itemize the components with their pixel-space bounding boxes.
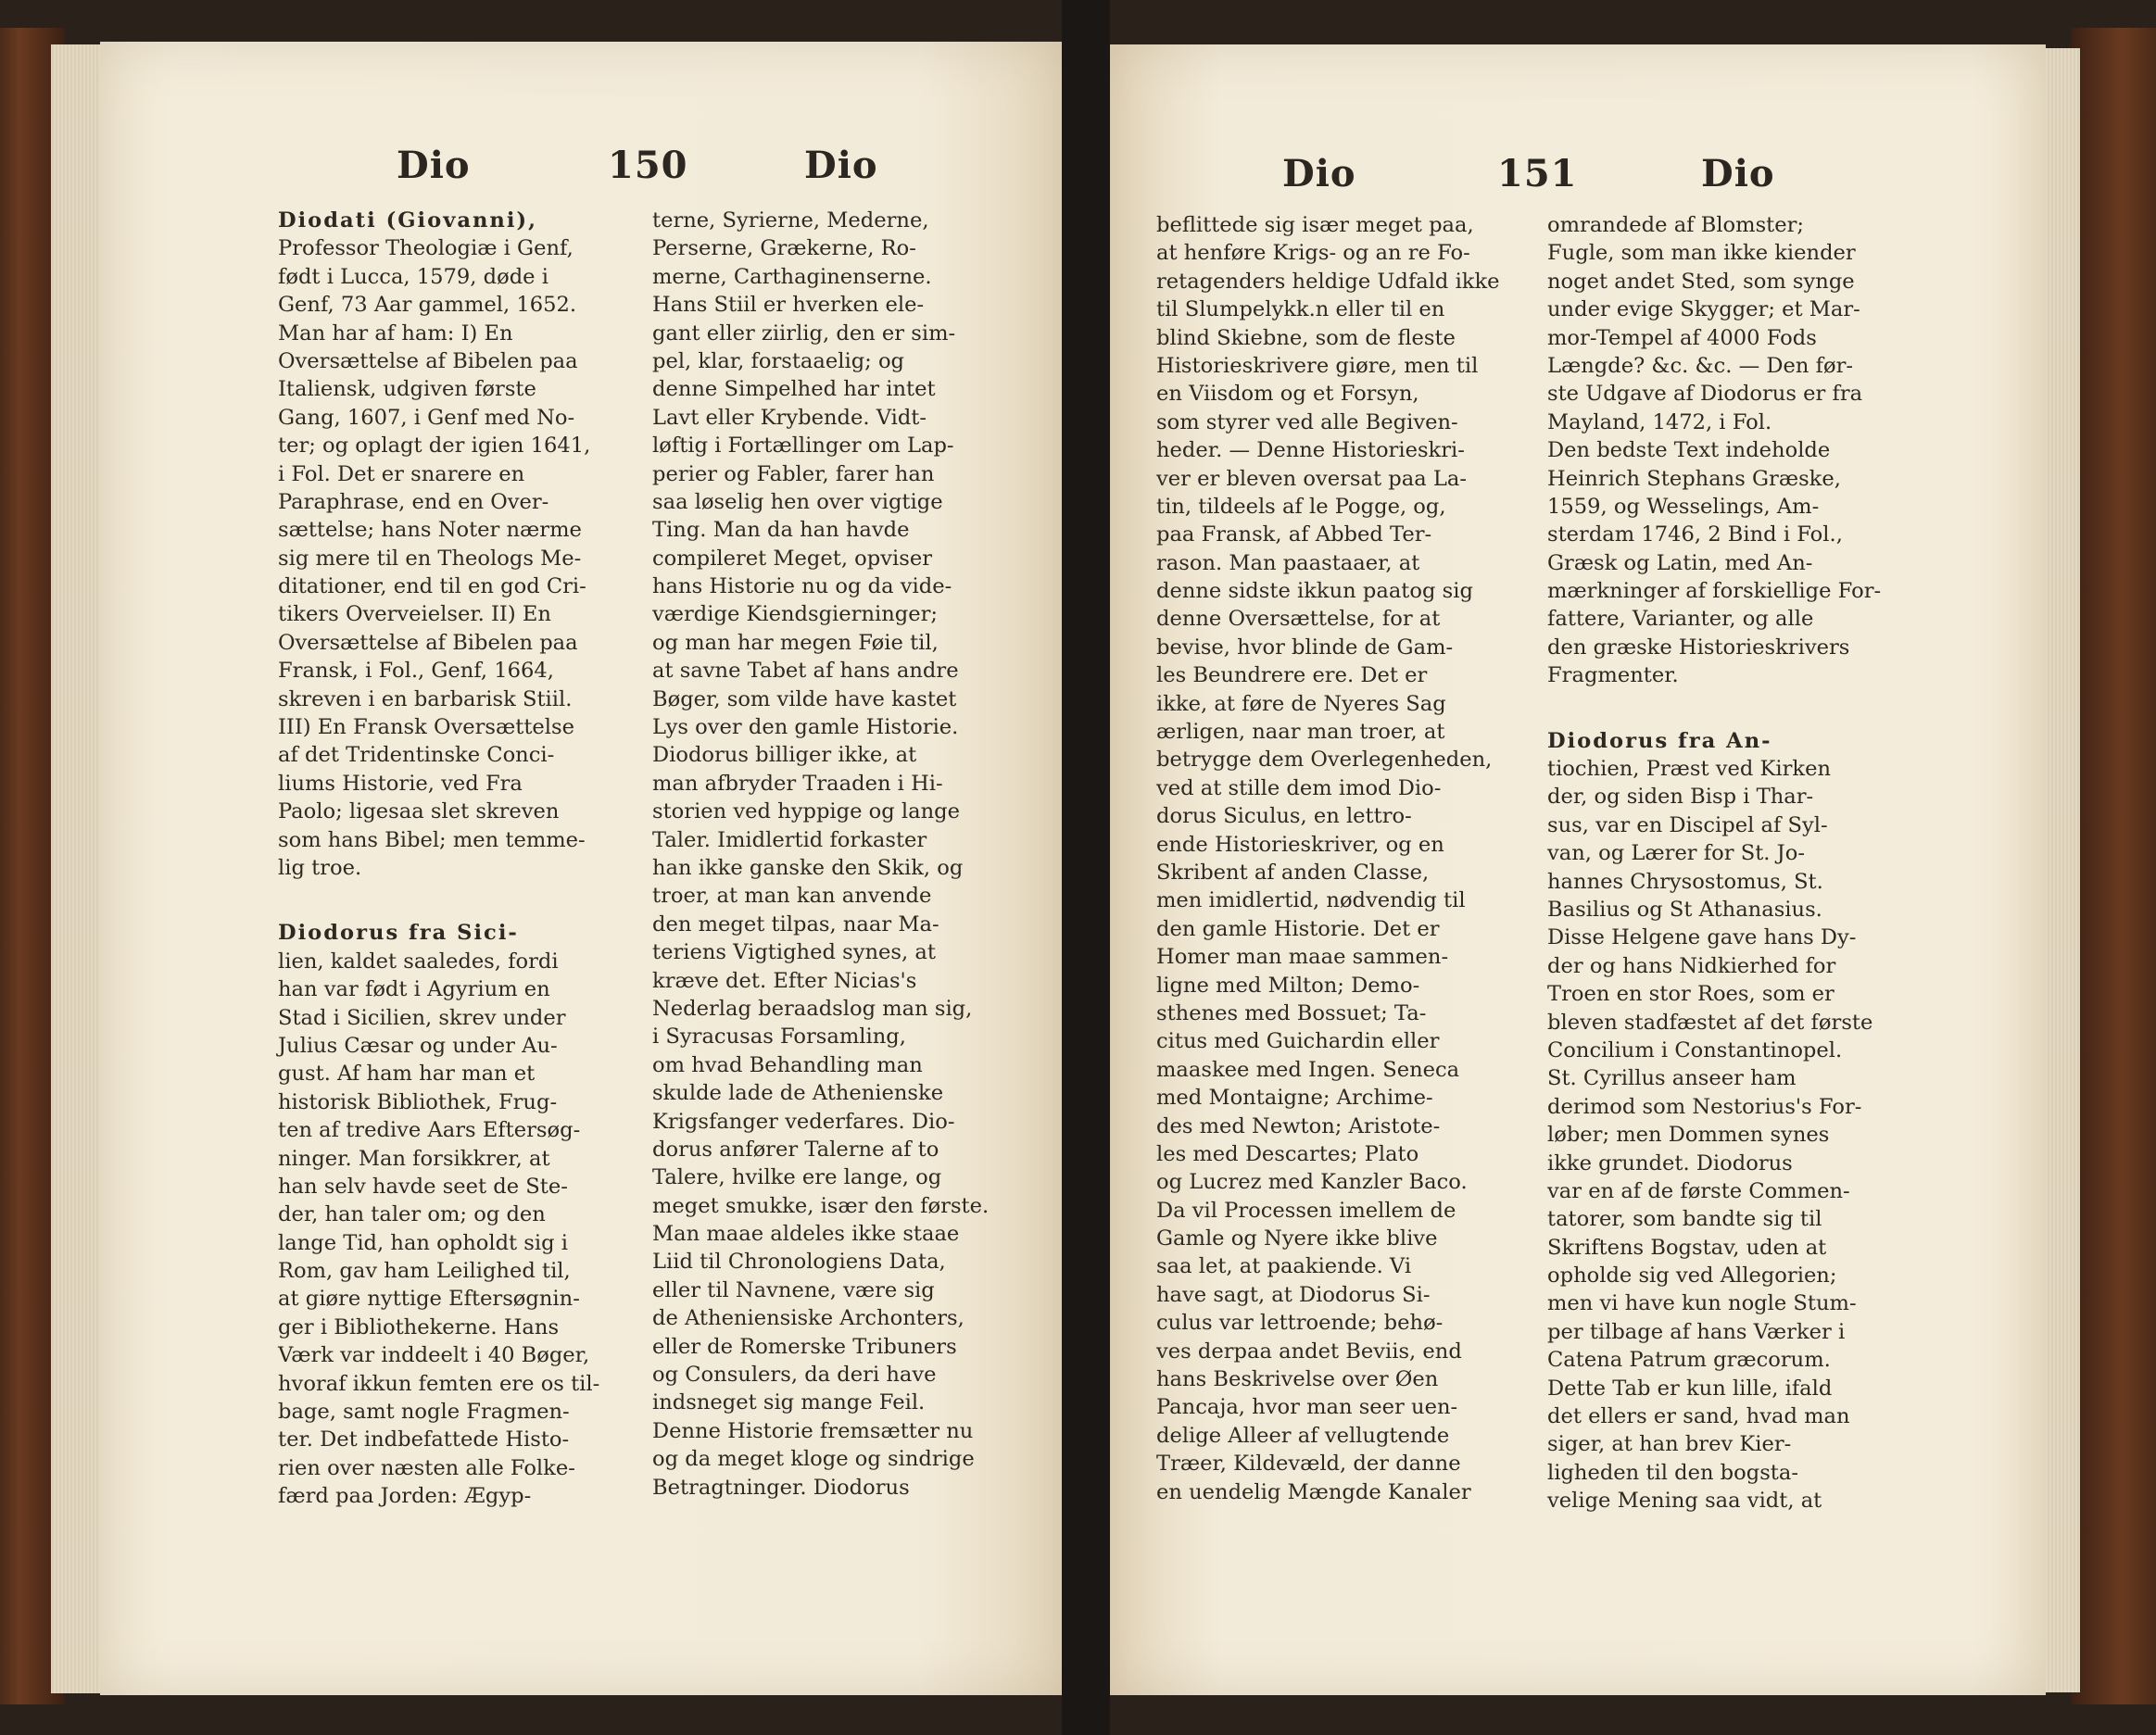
text-line: Stad i Sicilien, skrev under (278, 1005, 566, 1030)
text-line: tiochien, Præst ved Kirken (1547, 757, 1832, 782)
text-line: som styrer ved alle Begiven- (1156, 409, 1458, 434)
text-line: ten af tredive Aars Eftersøg- (278, 1118, 581, 1143)
text-line: lig troe. (278, 855, 362, 880)
text-line: Ting. Man da han havde (652, 518, 910, 543)
text-line: merne, Carthaginenserne. (652, 264, 932, 289)
left-page-header-right: Dio (804, 144, 878, 187)
text-line: Nederlag beraadslog man sig, (652, 996, 973, 1021)
text-line: Oversættelse af Bibelen paa (278, 630, 578, 655)
text-line: løber; men Dommen synes (1547, 1123, 1830, 1148)
text-line: Dette Tab er kun lille, ifald (1547, 1376, 1833, 1401)
text-line: ende Historieskriver, og en (1156, 832, 1444, 857)
entry-heading-line: Diodati (Giovanni), (278, 208, 537, 233)
text-line: denne Simpelhed har intet (652, 377, 936, 402)
text-line: bleven stadfæstet af det første (1547, 1010, 1873, 1035)
text-line: hans Historie nu og da vide- (652, 574, 952, 599)
text-line: Fransk, i Fol., Genf, 1664, (278, 659, 554, 684)
text-line: og Lucrez med Kanzler Baco. (1156, 1170, 1468, 1195)
left-page-number: 150 (608, 144, 688, 187)
text-line: og Consulers, da deri have (652, 1363, 937, 1388)
text-line: paa Fransk, af Abbed Ter- (1156, 522, 1432, 547)
text-line: bevise, hvor blinde de Gam- (1156, 635, 1454, 660)
text-line: men imidlertid, nødvendig til (1156, 888, 1466, 913)
text-line: sættelse; hans Noter nærme (278, 518, 582, 543)
text-line: Græsk og Latin, med An- (1547, 550, 1813, 575)
text-line: Krigsfanger vederfares. Dio- (652, 1109, 955, 1134)
text-line: tin, tildeels af le Pogge, og, (1156, 494, 1446, 519)
text-line: Denne Historie fremsætter nu (652, 1418, 974, 1443)
text-line: kræve det. Efter Nicias's (652, 968, 917, 993)
text-line: hannes Chrysostomus, St. (1547, 869, 1823, 894)
text-line: gant eller ziirlig, den er sim- (652, 321, 956, 346)
text-line: dorus anfører Talerne af to (652, 1137, 939, 1162)
page-edges-right (2043, 48, 2080, 1692)
page-edges-left (51, 44, 107, 1693)
text-line: han selv havde seet de Ste- (278, 1174, 568, 1199)
text-line: i Syracusas Forsamling, (652, 1025, 906, 1050)
text-line: hvoraf ikkun femten ere os til- (278, 1371, 600, 1396)
left-page-header-left: Dio (397, 144, 471, 187)
text-line: rason. Man paastaaer, at (1156, 550, 1420, 575)
text-line: ligne med Milton; Demo- (1156, 973, 1420, 998)
text-line: Oversættelse af Bibelen paa (278, 348, 578, 373)
text-line: Italiensk, udgiven første (278, 377, 536, 402)
paragraph-gap (278, 882, 599, 919)
left-page-column-2 (652, 207, 989, 1502)
text-line: perier og Fabler, farer han (652, 461, 935, 486)
right-page-header-left: Dio (1282, 152, 1356, 195)
text-line: St. Cyrillus anseer ham (1547, 1066, 1797, 1091)
text-line: Talere, hvilke ere lange, og (652, 1165, 942, 1190)
text-line: til Slumpelykk.n eller til en (1156, 297, 1445, 322)
text-line: Mayland, 1472, i Fol. (1547, 409, 1772, 434)
text-line: af det Tridentinske Conci- (278, 743, 555, 768)
text-line: Skriftens Bogstav, uden at (1547, 1235, 1827, 1260)
text-line: dorus Siculus, en lettro- (1156, 804, 1412, 829)
text-line: gust. Af ham har man et (278, 1062, 536, 1087)
text-line: Basilius og St Athanasius. (1547, 897, 1822, 922)
text-line: have sagt, at Diodorus Si- (1156, 1282, 1431, 1307)
text-line: ditationer, end til en god Cri- (278, 574, 586, 599)
text-line: og da meget kloge og sindrige (652, 1447, 975, 1472)
text-line: færd paa Jorden: Ægyp- (278, 1484, 532, 1509)
text-line: ter. Det indbefattede Histo- (278, 1427, 570, 1452)
text-line: han var født i Agyrium en (278, 977, 550, 1002)
text-line: en Viisdom og et Forsyn, (1156, 382, 1419, 407)
text-line: Værk var inddeelt i 40 Bøger, (278, 1343, 590, 1368)
text-line: Troen en stor Roes, som er (1547, 982, 1834, 1007)
text-line: delige Alleer af vellugtende (1156, 1423, 1450, 1448)
text-line: des med Newton; Aristote- (1156, 1113, 1441, 1138)
text-line: Længde? &c. &c. — Den før- (1547, 353, 1854, 378)
text-line: men vi have kun nogle Stum- (1547, 1291, 1857, 1316)
text-line: den græske Historieskrivers (1547, 635, 1850, 660)
text-line: Disse Helgene gave hans Dy- (1547, 925, 1857, 950)
text-line: pel, klar, forstaaelig; og (652, 348, 905, 373)
text-line: sterdam 1746, 2 Bind i Fol., (1547, 522, 1843, 547)
text-line: omrandede af Blomster; (1547, 213, 1805, 237)
right-page (1110, 44, 2046, 1695)
text-line: tatorer, som bandte sig til (1547, 1207, 1822, 1232)
text-line: denne sidste ikkun paatog sig (1156, 579, 1473, 604)
text-line: saa let, at paakiende. Vi (1156, 1254, 1412, 1279)
text-line: Heinrich Stephans Græske, (1547, 466, 1841, 491)
text-line: indsneget sig mange Feil. (652, 1390, 926, 1415)
text-line: Perserne, Grækerne, Ro- (652, 236, 916, 261)
text-line: Paraphrase, end en Over- (278, 489, 549, 514)
text-line: under evige Skygger; et Mar- (1547, 297, 1860, 322)
text-line: i Fol. Det er snarere en (278, 461, 525, 486)
text-line: les med Descartes; Plato (1156, 1141, 1419, 1166)
text-line: som hans Bibel; men temme- (278, 827, 586, 852)
text-line: skulde lade de Athenienske (652, 1081, 944, 1106)
text-line: og man har megen Føie til, (652, 630, 939, 655)
text-line: Liid til Chronologiens Data, (652, 1250, 946, 1275)
paragraph-gap (1547, 690, 1881, 727)
text-line: 1559, og Wesselings, Am- (1547, 494, 1820, 519)
text-line: Rom, gav ham Leilighed til, (278, 1259, 571, 1284)
text-line: der, og siden Bisp i Thar- (1547, 785, 1814, 810)
text-line: Da vil Processen imellem de (1156, 1198, 1456, 1223)
right-page-number: 151 (1497, 152, 1578, 195)
text-line: Betragtninger. Diodorus (652, 1475, 910, 1500)
text-line: der, han taler om; og den (278, 1202, 546, 1227)
text-line: Den bedste Text indeholde (1547, 438, 1831, 463)
text-line: at savne Tabet af hans andre (652, 659, 959, 684)
text-line: culus var lettroende; behø- (1156, 1311, 1444, 1336)
book-gutter (1062, 0, 1110, 1735)
text-line: terne, Syrierne, Mederne, (652, 208, 929, 233)
text-line: fattere, Varianter, og alle (1547, 607, 1814, 632)
text-line: ikke grundet. Diodorus (1547, 1150, 1793, 1176)
text-line: meget smukke, især den første. (652, 1193, 990, 1218)
text-line: der og hans Nidkierhed for (1547, 953, 1836, 978)
text-line: Fragmenter. (1547, 663, 1679, 688)
text-line: retagenders heldige Udfald ikke (1156, 269, 1500, 294)
text-line: skreven i en barbarisk Stiil. (278, 686, 573, 711)
text-line: det ellers er sand, hvad man (1547, 1404, 1850, 1429)
text-line: Professor Theologiæ i Genf, (278, 236, 574, 261)
text-line: ste Udgave af Diodorus er fra (1547, 382, 1863, 407)
text-line: Man har af ham: I) En (278, 321, 513, 346)
text-line: lien, kaldet saaledes, fordi (278, 949, 559, 974)
text-line: sthenes med Bossuet; Ta- (1156, 1000, 1427, 1025)
right-page-column-2 (1547, 211, 1881, 1515)
text-line: historisk Bibliothek, Frug- (278, 1089, 558, 1114)
text-line: Historieskrivere giøre, men til (1156, 353, 1479, 378)
text-line: mor-Tempel af 4000 Fods (1547, 325, 1817, 350)
text-line: Gamle og Nyere ikke blive (1156, 1226, 1438, 1251)
text-line: ves derpaa andet Beviis, end (1156, 1339, 1462, 1364)
text-line: Taler. Imidlertid forkaster (652, 827, 927, 852)
text-line: Paolo; ligesaa slet skreven (278, 799, 560, 824)
left-page-column-1 (278, 207, 599, 1511)
text-line: heder. — Denne Historieskri- (1156, 438, 1465, 463)
entry-heading-line: Diodorus fra Sici- (278, 921, 519, 946)
text-line: Bøger, som vilde have kastet (652, 686, 957, 711)
text-line: opholde sig ved Allegorien; (1547, 1264, 1837, 1289)
text-line: Lavt eller Krybende. Vidt- (652, 405, 927, 430)
text-line: ikke, at føre de Nyeres Sag (1156, 691, 1446, 716)
text-line: at henføre Krigs- og an re Fo- (1156, 241, 1470, 266)
text-line: med Montaigne; Archime- (1156, 1086, 1433, 1111)
text-line: Pancaja, hvor man seer uen- (1156, 1395, 1458, 1420)
text-line: ter; og oplagt der igien 1641, (278, 434, 591, 459)
text-line: sig mere til en Theologs Me- (278, 546, 582, 571)
text-line: les Beundrere ere. Det er (1156, 663, 1428, 688)
text-line: lange Tid, han opholdt sig i (278, 1230, 569, 1255)
text-line: teriens Vigtighed synes, at (652, 940, 936, 965)
text-line: Genf, 73 Aar gammel, 1652. (278, 293, 577, 318)
text-line: Man maae aldeles ikke staae (652, 1222, 960, 1247)
text-line: troer, at man kan anvende (652, 884, 932, 909)
right-page-column-1 (1156, 211, 1500, 1506)
text-line: født i Lucca, 1579, døde i (278, 264, 548, 289)
text-line: Fugle, som man ikke kiender (1547, 241, 1856, 266)
text-line: ligheden til den bogsta- (1547, 1460, 1798, 1485)
text-line: de Atheniensiske Archonters, (652, 1306, 965, 1331)
text-line: ærligen, naar man troer, at (1156, 720, 1445, 745)
text-line: betrygge dem Overlegenheden, (1156, 748, 1493, 773)
text-line: Catena Patrum græcorum. (1547, 1348, 1831, 1373)
text-line: man afbryder Traaden i Hi- (652, 771, 943, 796)
text-line: blind Skiebne, som de fleste (1156, 325, 1456, 350)
text-line: beflittede sig især meget paa, (1156, 213, 1474, 237)
text-line: mærkninger af forskiellige For- (1547, 579, 1882, 604)
text-line: tikers Overveielser. II) En (278, 602, 551, 627)
text-line: storien ved hyppige og lange (652, 799, 961, 824)
text-line: Gang, 1607, i Genf med No- (278, 405, 575, 430)
text-line: han ikke ganske den Skik, og (652, 855, 964, 880)
left-page (100, 42, 1062, 1695)
text-line: at giøre nyttige Eftersøgnin- (278, 1287, 580, 1312)
text-line: Træer, Kildevæld, der danne (1156, 1452, 1461, 1477)
text-line: Skribent af anden Classe, (1156, 860, 1430, 885)
text-line: Homer man maae sammen- (1156, 945, 1449, 970)
book-cover-right (2071, 28, 2156, 1704)
text-line: sus, var en Discipel af Syl- (1547, 812, 1828, 837)
text-line: eller til Navnene, være sig (652, 1277, 935, 1302)
text-line: III) En Fransk Oversættelse (278, 715, 574, 740)
text-line: var en af de første Commen- (1547, 1178, 1850, 1203)
text-line: eller de Romerske Tribuners (652, 1334, 957, 1359)
text-line: Hans Stiil er hverken ele- (652, 293, 925, 318)
text-line: en uendelig Mængde Kanaler (1156, 1479, 1471, 1504)
text-line: ninger. Man forsikkrer, at (278, 1146, 550, 1171)
text-line: Concilium i Constantinopel. (1547, 1037, 1843, 1062)
text-line: om hvad Behandling man (652, 1052, 923, 1077)
text-line: maaskee med Ingen. Seneca (1156, 1057, 1460, 1082)
text-line: Diodorus billiger ikke, at (652, 743, 917, 768)
text-line: velige Mening saa vidt, at (1547, 1489, 1822, 1514)
text-line: derimod som Nestorius's For- (1547, 1094, 1862, 1119)
text-line: den gamle Historie. Det er (1156, 916, 1440, 941)
right-page-header-right: Dio (1701, 152, 1775, 195)
text-line: løftig i Fortællinger om Lap- (652, 434, 954, 459)
text-line: compileret Meget, opviser (652, 546, 933, 571)
text-line: per tilbage af hans Værker i (1547, 1319, 1846, 1344)
text-line: saa løselig hen over vigtige (652, 489, 943, 514)
text-line: denne Oversættelse, for at (1156, 607, 1441, 632)
text-line: van, og Lærer for St. Jo- (1547, 841, 1805, 866)
text-line: den meget tilpas, naar Ma- (652, 912, 939, 937)
text-line: siger, at han brev Kier- (1547, 1432, 1792, 1457)
text-line: bage, samt nogle Fragmen- (278, 1400, 570, 1425)
text-line: ved at stille dem imod Dio- (1156, 775, 1442, 800)
text-line: værdige Kiendsgierninger; (652, 602, 939, 627)
text-line: liums Historie, ved Fra (278, 771, 523, 796)
text-line: noget andet Sted, som synge (1547, 269, 1855, 294)
text-line: ver er bleven oversat paa La- (1156, 466, 1467, 491)
text-line: rien over næsten alle Folke- (278, 1455, 575, 1480)
text-line: ger i Bibliothekerne. Hans (278, 1314, 560, 1339)
entry-heading-line: Diodorus fra An- (1547, 728, 1772, 753)
text-line: hans Beskrivelse over Øen (1156, 1367, 1439, 1392)
text-line: citus med Guichardin eller (1156, 1029, 1440, 1054)
text-line: Julius Cæsar og under Au- (278, 1033, 558, 1058)
text-line: Lys over den gamle Historie. (652, 715, 959, 740)
